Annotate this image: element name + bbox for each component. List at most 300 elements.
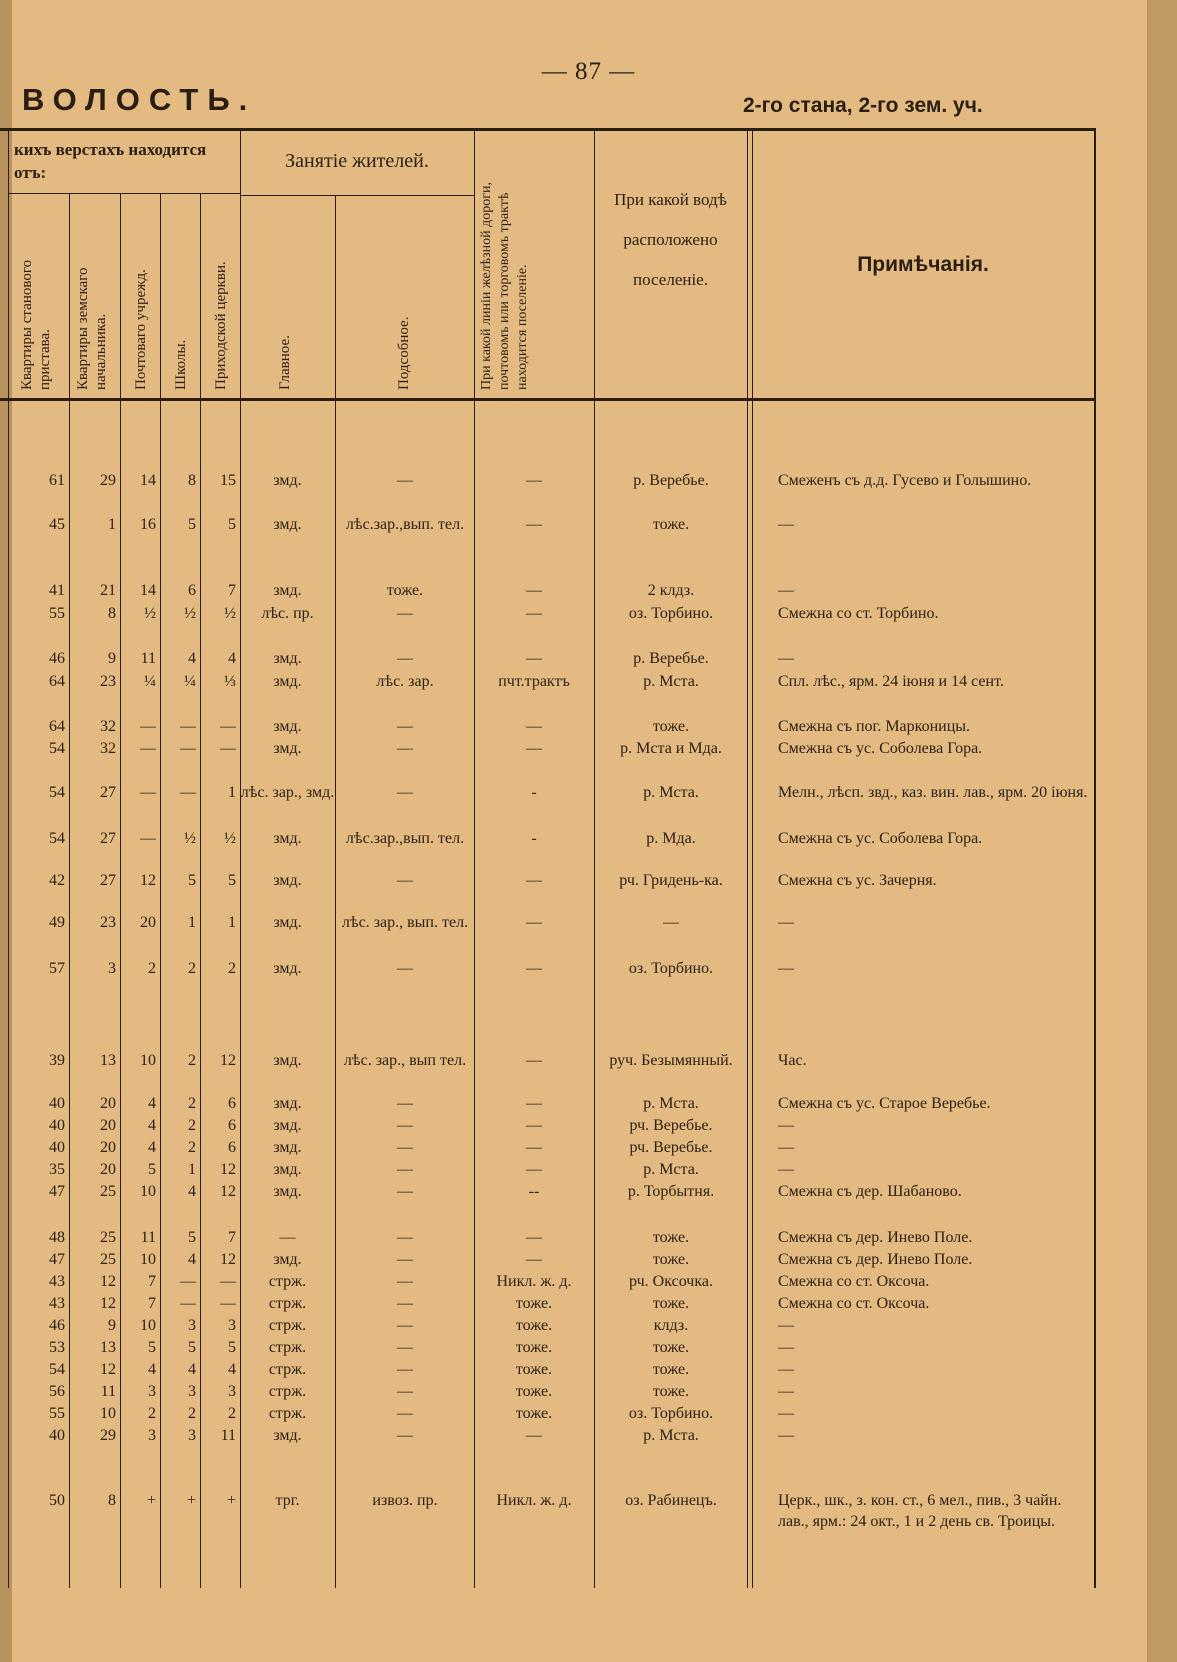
cell-sub: лѣс.зар.,вып. тел. (345, 830, 465, 847)
cell-d2: 27 (100, 830, 116, 847)
cell-water: руч. Безымянный. (609, 1052, 733, 1069)
cell-d5: 11 (220, 1427, 236, 1444)
cell-note: Церк., шк., з. кон. ст., 6 мел., пив., 3 чайн. лав., ярм.: 24 окт., 1 и 2 день св. Троицы. (778, 1492, 1062, 1530)
cell-note: — (778, 1139, 794, 1156)
cell-d5: 2 (228, 1405, 236, 1422)
cell-main: стрж. (268, 1273, 307, 1290)
cell-note: — (778, 1117, 794, 1134)
cell-rail: — (526, 718, 542, 735)
cell-d2: 12 (100, 1273, 116, 1290)
cell-d4: 3 (188, 1383, 196, 1400)
cell-note: — (778, 1405, 794, 1422)
cell-main: змд. (273, 582, 302, 599)
cell-rail: - (531, 784, 537, 801)
cell-d1: 43 (49, 1295, 65, 1312)
cell-water: тоже. (652, 1361, 690, 1378)
cell-d1: 61 (49, 472, 65, 489)
cell-d5: — (220, 1273, 236, 1290)
cell-sub: — (397, 740, 413, 757)
cell-d1: 57 (49, 960, 65, 977)
cell-d5: — (220, 1295, 236, 1312)
cell-sub: — (397, 1339, 413, 1356)
cell-water: р. Мста. (643, 1161, 699, 1178)
cell-note: Смежна съ ус. Соболева Гора. (778, 830, 983, 847)
cell-d4: + (186, 1492, 196, 1509)
cell-main: змд. (273, 673, 302, 690)
cell-d2: 9 (108, 1317, 116, 1334)
cell-water: рч. Веребье. (629, 1139, 713, 1156)
cell-rail: — (526, 1117, 542, 1134)
cell-sub: извоз. пр. (372, 1492, 438, 1509)
cell-sub: тоже. (386, 582, 424, 599)
header-distance-school: Школы. (173, 339, 189, 390)
cell-d3: 3 (148, 1427, 156, 1444)
cell-d5: 4 (228, 1361, 236, 1378)
cell-d3: 5 (148, 1339, 156, 1356)
cell-d4: 4 (188, 650, 196, 667)
cell-sub: — (397, 960, 413, 977)
cell-d5: — (220, 718, 236, 735)
cell-d4: — (180, 784, 196, 801)
cell-d2: 23 (100, 673, 116, 690)
cell-d1: 54 (49, 1361, 65, 1378)
cell-sub: — (397, 1427, 413, 1444)
cell-sub: — (397, 1405, 413, 1422)
header-railway: При какой линіи желѣзной дороги, почтовомъ или торговомъ трактѣ находится поселеніе. (479, 181, 530, 390)
cell-d3: 14 (140, 472, 156, 489)
cell-note: — (778, 650, 794, 667)
table-row (0, 1490, 1177, 1538)
cell-d3: 16 (140, 516, 156, 533)
cell-d4: 5 (188, 872, 196, 889)
cell-d3: 4 (148, 1095, 156, 1112)
cell-d5: ½ (224, 605, 236, 622)
cell-d5: 12 (220, 1161, 236, 1178)
cell-d3: 10 (140, 1251, 156, 1268)
cell-rail: — (526, 872, 542, 889)
cell-water: тоже. (652, 1251, 690, 1268)
header-distance-zemsky: Квартиры земскаго начальника. (75, 267, 109, 390)
cell-d1: 40 (49, 1117, 65, 1134)
cell-water: оз. Торбино. (628, 1405, 714, 1422)
cell-rail: - (531, 830, 537, 847)
cell-d3: 20 (140, 914, 156, 931)
cell-d2: 32 (100, 718, 116, 735)
cell-main: змд. (273, 830, 302, 847)
cell-d4: 3 (188, 1317, 196, 1334)
cell-d5: 2 (228, 960, 236, 977)
cell-main: стрж. (268, 1361, 307, 1378)
cell-d5: + (226, 1492, 236, 1509)
cell-sub: — (397, 1183, 413, 1200)
cell-main: змд. (273, 1161, 302, 1178)
cell-d2: 29 (100, 1427, 116, 1444)
cell-d3: 4 (148, 1117, 156, 1134)
cell-d1: 42 (49, 872, 65, 889)
cell-d1: 45 (49, 516, 65, 533)
cell-note: — (778, 1383, 794, 1400)
page-number: — 87 — (541, 58, 636, 85)
cell-main: змд. (273, 1139, 302, 1156)
cell-rail: -- (528, 1183, 540, 1200)
cell-rail: — (526, 582, 542, 599)
table-row (0, 671, 1177, 719)
cell-d4: 2 (188, 1405, 196, 1422)
table-row (0, 1050, 1177, 1098)
cell-rail: — (526, 650, 542, 667)
cell-water: тоже. (652, 1383, 690, 1400)
cell-d5: 6 (228, 1095, 236, 1112)
cell-rail: — (526, 472, 542, 489)
cell-d3: — (140, 740, 156, 757)
cell-note: Мелн., лѣсп. звд., каз. вин. лав., ярм. 20 іюня. (778, 784, 1088, 801)
cell-d3: 3 (148, 1383, 156, 1400)
cell-rail: тоже. (515, 1383, 553, 1400)
cell-d1: 35 (49, 1161, 65, 1178)
cell-sub: — (397, 1317, 413, 1334)
cell-d2: 29 (100, 472, 116, 489)
cell-note: — (778, 516, 794, 533)
cell-main: стрж. (268, 1405, 307, 1422)
cell-water: тоже. (652, 1295, 690, 1312)
cell-note: Смеженъ съ д.д. Гусево и Голышино. (778, 472, 1032, 489)
cell-d2: 20 (100, 1139, 116, 1156)
cell-main: змд. (273, 1183, 302, 1200)
cell-rail: Никл. ж. д. (496, 1492, 572, 1509)
cell-sub: — (397, 472, 413, 489)
cell-d1: 54 (49, 830, 65, 847)
cell-note: — (778, 1361, 794, 1378)
cell-d3: 7 (148, 1295, 156, 1312)
cell-water: оз. Торбино. (628, 960, 714, 977)
cell-d4: 2 (188, 960, 196, 977)
cell-d2: 8 (108, 605, 116, 622)
cell-water: тоже. (652, 1229, 690, 1246)
cell-rail: — (526, 516, 542, 533)
cell-d4: 1 (188, 914, 196, 931)
cell-rail: — (526, 740, 542, 757)
cell-rail: тоже. (515, 1317, 553, 1334)
cell-sub: — (397, 1295, 413, 1312)
cell-d4: 4 (188, 1251, 196, 1268)
cell-note: Смежна съ ус. Старое Веребье. (778, 1095, 991, 1112)
table-row (0, 470, 1177, 518)
cell-sub: лѣс. зар., вып. тел. (341, 914, 469, 931)
cell-note: Смежна со ст. Торбино. (778, 605, 939, 622)
cell-d1: 54 (49, 740, 65, 757)
water-header: При какой водѣ расположено поселеніе. (614, 190, 727, 289)
cell-d3: 2 (148, 1405, 156, 1422)
occupation-group-header: Занятіе жителей. (285, 150, 429, 172)
cell-d5: 6 (228, 1139, 236, 1156)
cell-d4: — (180, 1273, 196, 1290)
header-distance-post: Почтоваго учрежд. (133, 269, 149, 390)
cell-d1: 39 (49, 1052, 65, 1069)
cell-d3: 12 (140, 872, 156, 889)
cell-d4: — (180, 718, 196, 735)
cell-note: — (778, 1339, 794, 1356)
cell-sub: — (397, 1139, 413, 1156)
cell-note: — (778, 1427, 794, 1444)
cell-main: — (279, 1229, 296, 1246)
cell-water: р. Веребье. (633, 472, 709, 489)
cell-main: змд. (273, 650, 302, 667)
cell-note: — (778, 1161, 794, 1178)
cell-d4: 2 (188, 1117, 196, 1134)
table-row (0, 603, 1177, 651)
cell-d3: 11 (140, 650, 156, 667)
cell-d2: 27 (100, 784, 116, 801)
cell-sub: — (397, 872, 413, 889)
cell-d5: 5 (228, 872, 236, 889)
cell-water: — (663, 914, 679, 931)
cell-note: Час. (778, 1052, 807, 1069)
cell-d5: 1 (228, 914, 236, 931)
header-bottom-rule (0, 398, 1095, 401)
cell-d3: 10 (140, 1317, 156, 1334)
cell-d1: 41 (49, 582, 65, 599)
table-row (0, 738, 1177, 786)
cell-main: стрж. (268, 1339, 307, 1356)
cell-d5: 7 (228, 582, 236, 599)
cell-d4: ½ (184, 830, 196, 847)
cell-d4: 4 (188, 1361, 196, 1378)
cell-note: — (778, 582, 794, 599)
header-distance-stanovoy: Квартиры станового пристава. (19, 259, 53, 390)
cell-water: тоже. (652, 718, 690, 735)
header-secondary-occupation: Подсобное. (396, 316, 412, 390)
cell-water: р. Мста. (643, 784, 699, 801)
cell-d2: 11 (100, 1383, 116, 1400)
cell-d1: 53 (49, 1339, 65, 1356)
cell-d2: 20 (100, 1117, 116, 1134)
table-row (0, 912, 1177, 960)
cell-d3: — (140, 830, 156, 847)
cell-note: — (778, 1317, 794, 1334)
cell-main: змд. (273, 914, 302, 931)
cell-sub: — (397, 784, 413, 801)
cell-rail: Никл. ж. д. (496, 1273, 572, 1290)
cell-d3: + (146, 1492, 156, 1509)
cell-d5: 5 (228, 516, 236, 533)
cell-d4: ¼ (184, 673, 196, 690)
cell-sub: — (397, 718, 413, 735)
table-row (0, 1425, 1177, 1473)
cell-water: р. Торбытня. (627, 1183, 715, 1200)
cell-main: змд. (273, 1251, 302, 1268)
cell-sub: лѣс. зар., вып тел. (343, 1052, 467, 1069)
cell-d3: 4 (148, 1139, 156, 1156)
cell-d2: 23 (100, 914, 116, 931)
cell-d5: 5 (228, 1339, 236, 1356)
cell-sub: лѣс.зар.,вып. тел. (345, 516, 465, 533)
cell-d1: 56 (49, 1383, 65, 1400)
cell-d2: 25 (100, 1251, 116, 1268)
table-row (0, 1181, 1177, 1229)
cell-main: лѣс. пр. (261, 605, 314, 622)
cell-main: змд. (273, 1095, 302, 1112)
cell-rail: пчт.трактъ (498, 673, 570, 690)
cell-sub: — (397, 1095, 413, 1112)
cell-main: стрж. (268, 1383, 307, 1400)
cell-main: змд. (273, 1427, 302, 1444)
cell-main: стрж. (268, 1295, 307, 1312)
cell-sub: — (397, 605, 413, 622)
cell-d2: 1 (108, 516, 116, 533)
cell-d2: 25 (100, 1229, 116, 1246)
occupation-group-rule (240, 195, 474, 196)
cell-d3: 7 (148, 1273, 156, 1290)
cell-d3: — (140, 784, 156, 801)
cell-sub: — (397, 1251, 413, 1268)
cell-d3: ¼ (144, 673, 156, 690)
cell-d5: 7 (228, 1229, 236, 1246)
cell-d4: 6 (188, 582, 196, 599)
cell-d5: 15 (220, 472, 236, 489)
cell-d3: 2 (148, 960, 156, 977)
cell-d4: 2 (188, 1052, 196, 1069)
cell-note: Смежна со ст. Оксоча. (778, 1273, 930, 1290)
cell-rail: — (526, 1052, 542, 1069)
cell-main: лѣс. зар., змд. (240, 784, 335, 801)
cell-water: оз. Торбино. (628, 605, 714, 622)
district-label: 2-го стана, 2-го зем. уч. (743, 94, 983, 117)
cell-d4: 4 (188, 1183, 196, 1200)
cell-d3: — (140, 718, 156, 735)
cell-rail: — (526, 960, 542, 977)
cell-d3: 5 (148, 1161, 156, 1178)
notes-header: Примѣчанія. (857, 253, 989, 276)
cell-d2: 10 (100, 1405, 116, 1422)
cell-note: Смежна съ пог. Марконицы. (778, 718, 971, 735)
cell-note: Смежна съ ус. Зачерня. (778, 872, 937, 889)
cell-d2: 9 (108, 650, 116, 667)
cell-rail: тоже. (515, 1339, 553, 1356)
cell-main: змд. (273, 872, 302, 889)
cell-rail: тоже. (515, 1361, 553, 1378)
cell-d3: 10 (140, 1052, 156, 1069)
cell-d5: 12 (220, 1183, 236, 1200)
cell-sub: — (397, 1383, 413, 1400)
cell-main: змд. (273, 472, 302, 489)
cell-rail: — (526, 1251, 542, 1268)
cell-d5: 1 (228, 784, 236, 801)
cell-d4: 5 (188, 1229, 196, 1246)
cell-water: р. Мста. (643, 1095, 699, 1112)
distance-group-header: кихъ верстахъ находится отъ: (14, 140, 207, 182)
cell-d4: ½ (184, 605, 196, 622)
cell-d2: 13 (100, 1339, 116, 1356)
cell-main: стрж. (268, 1317, 307, 1334)
cell-d5: 12 (220, 1251, 236, 1268)
cell-water: рч. Гридень-ка. (619, 872, 723, 889)
cell-rail: — (526, 605, 542, 622)
cell-d2: 12 (100, 1361, 116, 1378)
cell-rail: — (526, 1427, 542, 1444)
cell-d5: 3 (228, 1383, 236, 1400)
cell-main: змд. (273, 1117, 302, 1134)
cell-note: Смежна со ст. Оксоча. (778, 1295, 930, 1312)
cell-d1: 46 (49, 650, 65, 667)
cell-d3: 10 (140, 1183, 156, 1200)
cell-note: Смежна съ ус. Соболева Гора. (778, 740, 983, 757)
cell-rail: — (526, 1095, 542, 1112)
cell-d2: 8 (108, 1492, 116, 1509)
cell-rail: — (526, 1161, 542, 1178)
cell-note: — (778, 914, 794, 931)
cell-d2: 13 (100, 1052, 116, 1069)
table-row (0, 782, 1177, 830)
table-row (0, 870, 1177, 918)
cell-rail: тоже. (515, 1405, 553, 1422)
cell-sub: — (397, 1161, 413, 1178)
cell-note: Смежна съ дер. Инево Поле. (778, 1251, 973, 1268)
cell-d2: 21 (100, 582, 116, 599)
cell-d1: 50 (49, 1492, 65, 1509)
cell-main: змд. (273, 516, 302, 533)
cell-d1: 64 (49, 718, 65, 735)
cell-d1: 40 (49, 1139, 65, 1156)
cell-d4: 8 (188, 472, 196, 489)
cell-d1: 64 (49, 673, 65, 690)
cell-d5: ½ (224, 830, 236, 847)
cell-d4: 5 (188, 1339, 196, 1356)
cell-d2: 20 (100, 1161, 116, 1178)
cell-water: клдз. (653, 1317, 689, 1334)
cell-d5: 6 (228, 1117, 236, 1134)
section-title: ВОЛОСТЬ. (22, 82, 257, 117)
cell-water: 2 клдз. (647, 582, 695, 599)
cell-rail: — (526, 1139, 542, 1156)
cell-water: рч. Веребье. (629, 1117, 713, 1134)
cell-d5: 4 (228, 650, 236, 667)
cell-d4: — (180, 740, 196, 757)
cell-d4: — (180, 1295, 196, 1312)
cell-d5: ⅓ (224, 673, 236, 690)
cell-d2: 25 (100, 1183, 116, 1200)
cell-water: р. Веребье. (633, 650, 709, 667)
cell-d1: 54 (49, 784, 65, 801)
cell-d4: 5 (188, 516, 196, 533)
cell-d3: ½ (144, 605, 156, 622)
cell-d3: 11 (140, 1229, 156, 1246)
cell-d2: 12 (100, 1295, 116, 1312)
cell-d2: 20 (100, 1095, 116, 1112)
cell-water: оз. Рабинецъ. (625, 1492, 717, 1509)
cell-water: р. Мста. (643, 1427, 699, 1444)
cell-note: Смежна съ дер. Шабаново. (778, 1183, 962, 1200)
cell-rail: — (526, 1229, 542, 1246)
cell-d5: — (220, 740, 236, 757)
cell-rail: тоже. (515, 1295, 553, 1312)
cell-sub: — (397, 1361, 413, 1378)
cell-sub: — (397, 650, 413, 667)
cell-water: р. Мста. (643, 673, 699, 690)
cell-main: змд. (273, 960, 302, 977)
cell-water: р. Мста и Мда. (620, 740, 722, 757)
cell-d1: 40 (49, 1427, 65, 1444)
cell-d1: 48 (49, 1229, 65, 1246)
cell-main: змд. (273, 718, 302, 735)
cell-sub: лѣс. зар. (376, 673, 434, 690)
cell-water: рч. Оксочка. (629, 1273, 713, 1290)
cell-d5: 12 (220, 1052, 236, 1069)
cell-d1: 47 (49, 1251, 65, 1268)
cell-water: тоже. (652, 516, 690, 533)
cell-d2: 32 (100, 740, 116, 757)
table-row (0, 828, 1177, 876)
header-main-occupation: Главное. (277, 335, 293, 390)
